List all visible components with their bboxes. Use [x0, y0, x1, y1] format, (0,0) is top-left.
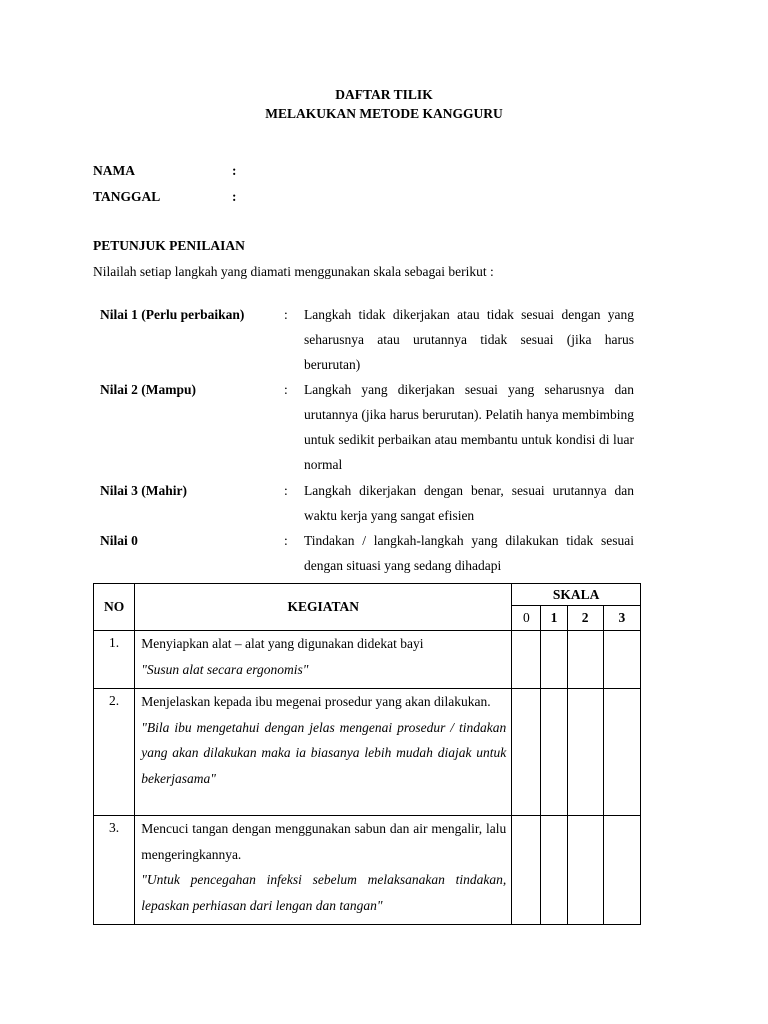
- score-cell-3[interactable]: [603, 689, 640, 816]
- score-cell-0[interactable]: [512, 631, 541, 689]
- criteria-description: Langkah tidak dikerjakan atau tidak sesuai dengan yang seharusnya atau urutannya tidak sesuai (jika harus berurutan): [304, 307, 634, 372]
- criteria-label: Nilai 0: [100, 533, 138, 548]
- field-label-tanggal: TANGGAL: [93, 189, 161, 204]
- criteria-colon: :: [284, 307, 288, 322]
- activity-cell: [135, 816, 512, 925]
- row-number: 2.: [94, 689, 135, 816]
- criteria-label: Nilai 3 (Mahir): [100, 483, 187, 498]
- criteria-description: Langkah yang dikerjakan sesuai yang seharusnya dan urutannya (jika harus berurutan). Pelatih hanya membimbing untuk sedikit perbaikan atau membantu untuk kondisi di luar normal: [304, 382, 634, 472]
- row-number: 1.: [94, 631, 135, 689]
- field-colon-tanggal: :: [232, 189, 237, 204]
- activity-text: Mencuci tangan dengan menggunakan sabun dan air mengalir, lalu mengeringkannya.: [141, 821, 507, 862]
- criteria-label: Nilai 2 (Mampu): [100, 382, 196, 397]
- table-row: [94, 689, 641, 816]
- table-row: [94, 631, 641, 689]
- score-cell-3[interactable]: [603, 631, 640, 689]
- criteria-colon: :: [284, 533, 288, 548]
- field-colon-nama: :: [232, 163, 237, 178]
- field-label-nama: NAMA: [93, 163, 135, 178]
- criteria-colon: :: [284, 382, 288, 397]
- activity-cell: [135, 689, 512, 816]
- document-subtitle: MELAKUKAN METODE KANGGURU: [265, 106, 503, 121]
- criteria-description: Tindakan / langkah-langkah yang dilakukan tidak sesuai dengan situasi yang sedang dihadapi: [304, 533, 634, 573]
- document-title: DAFTAR TILIK: [335, 87, 433, 102]
- activity-note: "Untuk pencegahan infeksi sebelum melaksanakan tindakan, lepaskan perhiasan dari lengan dan tangan": [141, 872, 507, 913]
- scale-header-3: 3: [603, 606, 640, 631]
- score-cell-2[interactable]: [567, 689, 603, 816]
- activity-text: Menjelaskan kepada ibu megenai prosedur yang akan dilakukan.: [141, 694, 491, 709]
- scale-header-2: 2: [567, 606, 603, 631]
- score-cell-0[interactable]: [512, 689, 541, 816]
- activity-note: "Bila ibu mengetahui dengan jelas mengenai prosedur / tindakan yang akan dilakukan maka ia biasanya lebih mudah diajak untuk bekerjasama": [141, 719, 507, 786]
- score-cell-3[interactable]: [603, 816, 640, 925]
- row-number: 3.: [94, 816, 135, 925]
- activity-note: "Susun alat secara ergonomis": [141, 661, 309, 677]
- instructions-text: Nilailah setiap langkah yang diamati menggunakan skala sebagai berikut :: [93, 264, 494, 279]
- scale-header-0: 0: [512, 606, 541, 631]
- criteria-description: Langkah dikerjakan dengan benar, sesuai urutannya dan waktu kerja yang sangat efisien: [304, 483, 634, 523]
- score-cell-1[interactable]: [541, 631, 567, 689]
- checklist-table: [93, 583, 641, 925]
- scale-header-1: 1: [541, 606, 567, 631]
- activity-text: Menyiapkan alat – alat yang digunakan didekat bayi: [141, 636, 424, 651]
- header-no: NO: [94, 584, 135, 631]
- score-cell-2[interactable]: [567, 816, 603, 925]
- score-cell-1[interactable]: [541, 689, 567, 816]
- criteria-colon: :: [284, 483, 288, 498]
- instructions-heading: PETUNJUK PENILAIAN: [93, 238, 245, 253]
- header-skala: SKALA: [512, 584, 641, 606]
- activity-cell: [135, 631, 512, 689]
- score-cell-2[interactable]: [567, 631, 603, 689]
- score-cell-1[interactable]: [541, 816, 567, 925]
- header-kegiatan: KEGIATAN: [135, 584, 512, 631]
- score-cell-0[interactable]: [512, 816, 541, 925]
- criteria-label: Nilai 1 (Perlu perbaikan): [100, 307, 245, 322]
- table-row: [94, 816, 641, 925]
